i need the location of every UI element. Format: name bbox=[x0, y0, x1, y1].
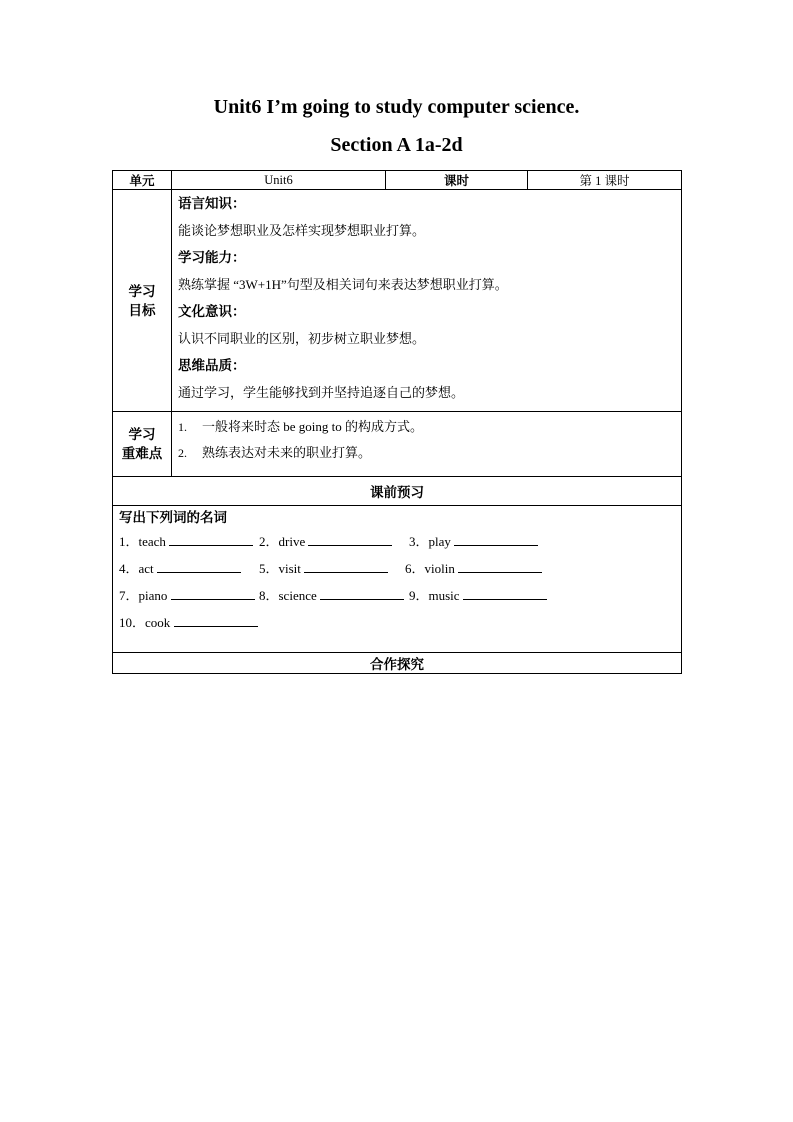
header-row bbox=[113, 171, 682, 190]
period-label: 课时 bbox=[386, 171, 528, 190]
preview-content bbox=[113, 506, 682, 653]
objectives-label: 学习 目标 bbox=[113, 190, 172, 412]
answer-blank[interactable] bbox=[463, 586, 547, 600]
word-row bbox=[119, 555, 675, 582]
preview-section-title: 课前预习 bbox=[113, 477, 682, 506]
objective-heading: 思维品质： bbox=[178, 358, 246, 373]
word-row bbox=[119, 582, 675, 609]
objective-text: 能谈论梦想职业及怎样实现梦想职业打算。 bbox=[178, 223, 426, 238]
answer-blank[interactable] bbox=[320, 586, 404, 600]
list-item: 2. 熟练表达对未来的职业打算。 bbox=[178, 445, 372, 460]
lesson-plan-table bbox=[112, 170, 682, 674]
objective-text: 通过学习，学生能够找到并坚持追逐自己的梦想。 bbox=[178, 385, 465, 400]
period-value: 第 1 课时 bbox=[528, 171, 682, 190]
objective-heading: 文化意识： bbox=[178, 304, 246, 319]
cooperation-title-row bbox=[113, 653, 682, 674]
unit-value: Unit6 bbox=[172, 171, 386, 190]
objective-heading: 语言知识： bbox=[178, 196, 246, 211]
answer-blank[interactable] bbox=[304, 559, 388, 573]
cooperation-section-title: 合作探究 bbox=[113, 653, 682, 674]
objective-text: 熟练掌握 “3W+1H”句型及相关词句来表达梦想职业打算。 bbox=[178, 277, 508, 292]
answer-blank[interactable] bbox=[454, 532, 538, 546]
objectives-row bbox=[113, 190, 682, 412]
difficulties-content bbox=[172, 412, 682, 477]
word-item: 5．visit bbox=[259, 555, 405, 582]
difficulties-row bbox=[113, 412, 682, 477]
preview-instruction: 写出下列词的名词 bbox=[119, 510, 227, 525]
word-item: 2．drive bbox=[259, 528, 409, 555]
answer-blank[interactable] bbox=[458, 559, 542, 573]
answer-blank[interactable] bbox=[157, 559, 241, 573]
word-item: 6．violin bbox=[405, 555, 542, 582]
word-item: 8．science bbox=[259, 582, 409, 609]
answer-blank[interactable] bbox=[308, 532, 392, 546]
word-item: 3．play bbox=[409, 528, 538, 555]
word-item: 9．music bbox=[409, 582, 547, 609]
answer-blank[interactable] bbox=[174, 613, 258, 627]
objective-text: 认识不同职业的区别，初步树立职业梦想。 bbox=[178, 331, 426, 346]
preview-title-row bbox=[113, 477, 682, 506]
word-row bbox=[119, 528, 675, 555]
word-row bbox=[119, 609, 675, 636]
word-item: 7．piano bbox=[119, 582, 259, 609]
objectives-content bbox=[172, 190, 682, 412]
objective-heading: 学习能力： bbox=[178, 250, 246, 265]
word-item: 4．act bbox=[119, 555, 259, 582]
list-item: 1. 一般将来时态 be going to 的构成方式。 bbox=[178, 419, 423, 434]
word-item: 10．cook bbox=[119, 609, 258, 636]
document-subtitle: Section A 1a-2d bbox=[330, 134, 463, 156]
unit-label: 单元 bbox=[113, 171, 172, 190]
difficulties-label: 学习 重难点 bbox=[113, 412, 172, 477]
word-item: 1．teach bbox=[119, 528, 259, 555]
answer-blank[interactable] bbox=[171, 586, 255, 600]
answer-blank[interactable] bbox=[169, 532, 253, 546]
document-title: Unit6 I’m going to study computer science. bbox=[213, 96, 580, 118]
preview-row bbox=[113, 506, 682, 653]
